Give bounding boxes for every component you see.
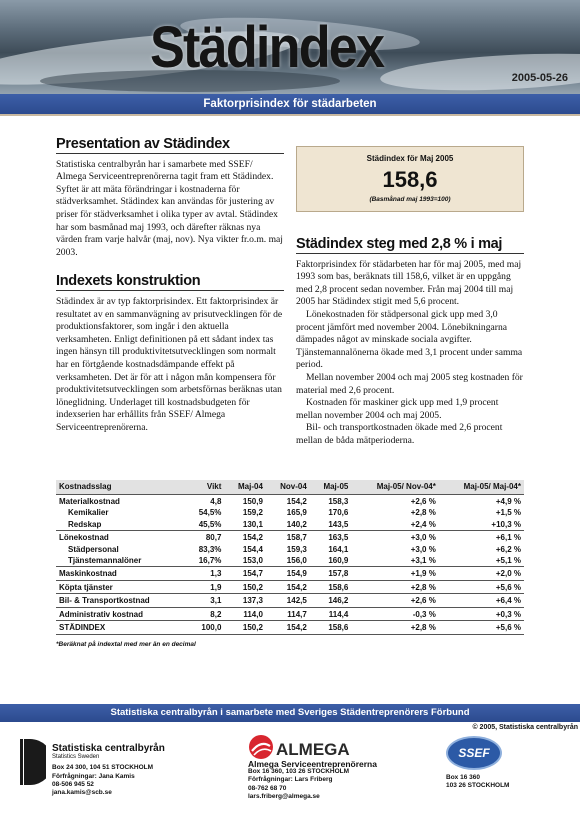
cell-weight: 1,9 [186, 580, 225, 593]
scb-contact-person: Förfrågningar: Jana Kamis [52, 772, 135, 780]
index-highlight-box [296, 146, 524, 212]
scb-contact [52, 745, 165, 797]
cell-may-05: 146,2 [310, 594, 352, 607]
almega-logo-icon [248, 734, 274, 760]
cell-may-04: 114,0 [224, 607, 266, 620]
highlight-note: (Basmånad maj 1993=100) [369, 196, 451, 203]
cell-nov-04: 114,7 [266, 607, 310, 620]
almega-phone: 08-762 68 70 [248, 784, 287, 792]
table-row [56, 594, 524, 607]
cell-nov-04: 154,9 [266, 567, 310, 580]
right-column [296, 238, 524, 448]
almega-logo-text: ALMEGA [276, 740, 350, 759]
cell-change-nov: +3,0 % [410, 544, 436, 554]
cell-change-nov: +2,8 % [410, 508, 436, 518]
cell-nov-04: 154,2 [266, 580, 310, 593]
ssef-logo-icon [446, 736, 502, 770]
cell-weight: 45,5% [198, 519, 222, 529]
cell-may-05: 143,5 [328, 519, 349, 529]
footer-bar-text: Statistiska centralbyrån i samarbete med Sveriges Städentreprenörers Förbund [110, 707, 470, 718]
cost-table [56, 480, 524, 648]
cell-cost-type: Kemikalier [68, 508, 109, 518]
cell-change-may: +6,2 % [495, 544, 521, 554]
header-banner [0, 0, 580, 96]
cell-change-may: +5,1 % [495, 556, 521, 566]
rise-paragraph: Faktorprisindex för städarbeten har för maj 2005, med maj 1993 som bas, beräknats till 158,6, vilket är en uppgång med 2,8 procent sedan november. Från maj 2004 till maj 2005 har Städindex stigit med 5,6 procent. [296, 258, 522, 308]
cell-change-nov: +2,8 % [351, 621, 439, 635]
table-row [56, 531, 524, 544]
column-header: Maj-05/ Maj-04* [463, 482, 521, 491]
cell-weight: 100,0 [186, 621, 225, 635]
cell-change-nov: +3,1 % [410, 556, 436, 566]
table-row [56, 555, 524, 567]
almega-name: Almega Serviceentreprenörerna [248, 759, 377, 769]
scb-address: Box 24 300, 104 51 STOCKHOLM [52, 764, 154, 772]
almega-address: Box 16 360, 103 26 STOCKHOLM [248, 768, 350, 776]
rise-paragraph: Kostnaden för maskiner gick upp med 1,9 procent mellan november 2004 och maj 2005. [296, 397, 499, 421]
ssef-contact [446, 774, 509, 790]
cell-change-may: +5,6 % [439, 580, 524, 593]
column-header: Maj-05/ Nov-04* [376, 482, 436, 491]
subtitle: Faktorprisindex för städarbeten [203, 98, 377, 110]
cell-change-may: +6,1 % [439, 531, 524, 544]
cell-cost-type: Materialkostnad [56, 495, 186, 508]
table-row [56, 567, 524, 580]
highlight-value: 158,6 [382, 167, 438, 192]
table-row [56, 580, 524, 593]
cell-change-may: +6,4 % [439, 594, 524, 607]
cell-change-may: +2,0 % [439, 567, 524, 580]
cell-change-nov: +2,4 % [410, 519, 436, 529]
cell-may-05: 163,5 [310, 531, 352, 544]
cell-weight: 54,5% [198, 508, 222, 518]
highlight-label: Städindex för Maj 2005 [366, 154, 454, 163]
table-row [56, 621, 524, 635]
rise-paragraph: Bil- och transportkostnaden ökade med 2,6 procent mellan de båda mätperioderna. [296, 422, 503, 446]
footer-bar [0, 704, 580, 722]
cell-nov-04: 140,2 [286, 519, 307, 529]
cell-change-may: +0,3 % [439, 607, 524, 620]
column-header: Maj-05 [323, 482, 349, 491]
cell-may-05: 160,9 [328, 556, 349, 566]
ssef-city: 103 26 STOCKHOLM [446, 782, 510, 790]
cell-may-05: 158,6 [310, 580, 352, 593]
cell-may-05: 164,1 [328, 544, 349, 554]
almega-contact [248, 760, 377, 801]
cell-may-05: 158,6 [310, 621, 352, 635]
cell-may-05: 158,3 [310, 495, 352, 508]
cell-change-may: +4,9 % [439, 495, 524, 508]
ssef-logo-text: SSEF [458, 746, 490, 760]
column-header: Kostnadsslag [59, 482, 112, 491]
table-header-row [56, 480, 524, 495]
cell-may-05: 114,4 [310, 607, 352, 620]
cell-weight: 1,3 [186, 567, 225, 580]
cell-may-04: 150,9 [224, 495, 266, 508]
cell-may-04: 154,4 [242, 544, 263, 554]
cell-nov-04: 142,5 [266, 594, 310, 607]
cell-may-05: 170,6 [328, 508, 349, 518]
cell-may-04: 159,2 [242, 508, 263, 518]
scb-logo-icon [20, 735, 46, 789]
cell-change-nov: +2,6 % [351, 495, 439, 508]
cell-nov-04: 158,7 [266, 531, 310, 544]
table-row [56, 544, 524, 555]
cell-weight: 80,7 [186, 531, 225, 544]
cell-weight: 8,2 [186, 607, 225, 620]
cell-weight: 4,8 [186, 495, 225, 508]
cell-may-04: 153,0 [242, 556, 263, 566]
cell-may-04: 150,2 [224, 621, 266, 635]
table-row [56, 507, 524, 518]
cell-cost-type: Administrativ kostnad [56, 607, 186, 620]
scb-phone: 08-506 945 52 [52, 780, 94, 788]
table-footnote: *Beräknat på indextal med mer än en decimal [56, 641, 196, 649]
cell-change-nov: +3,0 % [351, 531, 439, 544]
cell-nov-04: 156,0 [286, 556, 307, 566]
copyright: © 2005, Statistiska centralbyrån [472, 724, 578, 731]
column-header: Maj-04 [238, 482, 263, 491]
almega-email: lars.friberg@almega.se [248, 792, 320, 800]
table-row [56, 607, 524, 620]
table-row [56, 495, 524, 508]
cell-cost-type: Lönekostnad [56, 531, 186, 544]
cell-nov-04: 154,2 [266, 621, 310, 635]
cell-cost-type: Tjänstemannalöner [68, 556, 142, 566]
cell-cost-type: Städpersonal [68, 544, 119, 554]
cell-cost-type: Redskap [68, 519, 102, 529]
rise-paragraph: Mellan november 2004 och maj 2005 steg kostnaden för material med 2,6 procent. [296, 371, 523, 396]
cell-may-04: 154,2 [224, 531, 266, 544]
cell-change-may: +10,3 % [491, 519, 521, 529]
cell-may-04: 137,3 [224, 594, 266, 607]
cell-weight: 16,7% [198, 556, 222, 566]
cell-change-may: +5,6 % [439, 621, 524, 635]
cell-change-may: +1,5 % [495, 508, 521, 518]
cell-nov-04: 154,2 [266, 495, 310, 508]
cell-change-nov: -0,3 % [351, 607, 439, 620]
cell-change-nov: +2,8 % [351, 580, 439, 593]
column-header: Nov-04 [280, 482, 307, 491]
publication-date: 2005-05-26 [511, 72, 568, 84]
scb-email: jana.kamis@scb.se [52, 789, 112, 797]
cell-change-nov: +1,9 % [351, 567, 439, 580]
cell-nov-04: 159,3 [286, 544, 307, 554]
construction-heading: Indexets konstruktion [56, 275, 284, 291]
ssef-address: Box 16 360 [446, 774, 480, 781]
cell-may-04: 150,2 [224, 580, 266, 593]
almega-contact-person: Förfrågningar: Lars Friberg [248, 776, 333, 784]
cell-cost-type: Köpta tjänster [56, 580, 186, 593]
presentation-text: Statistiska centralbyrån har i samarbete med SSEF/ Almega Serviceentreprenörerna tagit fram ett Städindex. Syftet är att mäta förändringar i kostnaderna för städverksamhet. Städindex kan användas för justering av priser för städverksamhet i olika typer av avtal. Städindex har som basmånad maj 1993, och därefter räknas nya värden fram varje halvår (maj, nov). Nya vikter fr.o.m. maj 2003. [56, 158, 283, 258]
cell-weight: 3,1 [186, 594, 225, 607]
cell-cost-type: Bil- & Transportkostnad [56, 594, 186, 607]
scb-subname: Statistics Sweden [52, 754, 100, 761]
cell-weight: 83,3% [198, 544, 222, 554]
construction-text: Städindex är av typ faktorprisindex. Ett faktorprisindex är resultatet av en sammanvägning av prisutvecklingen för de produktionsfaktorer, som ingår i den aktuella verksamheten. Enligt definitionen på ett sådant index tas ingen hänsyn till produktivitetsutvecklingen som normalt har en förtgående kostnadsdämpande effekt på verksamheten. Det är för att i någon mån kompensera för produktivitetsutvecklingen som arbetsförnas beräknas utan löneglidning. Underlaget till kostnadsbudgeten för indexserien har erhållits från SSEF/ Almega Serviceentreprenörerna. [56, 295, 283, 433]
rise-heading: Städindex steg med 2,8 % i maj [296, 238, 524, 254]
left-column [56, 138, 284, 434]
cell-cost-type: Maskinkostnad [56, 567, 186, 580]
table-row [56, 519, 524, 531]
cell-nov-04: 165,9 [286, 508, 307, 518]
cell-change-nov: +2,6 % [351, 594, 439, 607]
page-title: Städindex [150, 15, 384, 80]
cell-may-04: 154,7 [224, 567, 266, 580]
cell-cost-type: STÄDINDEX [56, 621, 186, 635]
scb-name: Statistiska centralbyrån [52, 743, 165, 754]
cell-may-05: 157,8 [310, 567, 352, 580]
subtitle-bar [0, 94, 580, 116]
column-header: Vikt [206, 482, 222, 491]
cell-may-04: 130,1 [242, 519, 263, 529]
presentation-heading: Presentation av Städindex [56, 138, 284, 154]
rise-paragraph: Lönekostnaden för städpersonal gick upp med 3,0 procent jämfört med november 2004. Lönebikningarna dämpades något av minskade sociala avgifter. Tjänstemannalönerna ökade med 3,1 procent under samma period. [296, 308, 523, 371]
